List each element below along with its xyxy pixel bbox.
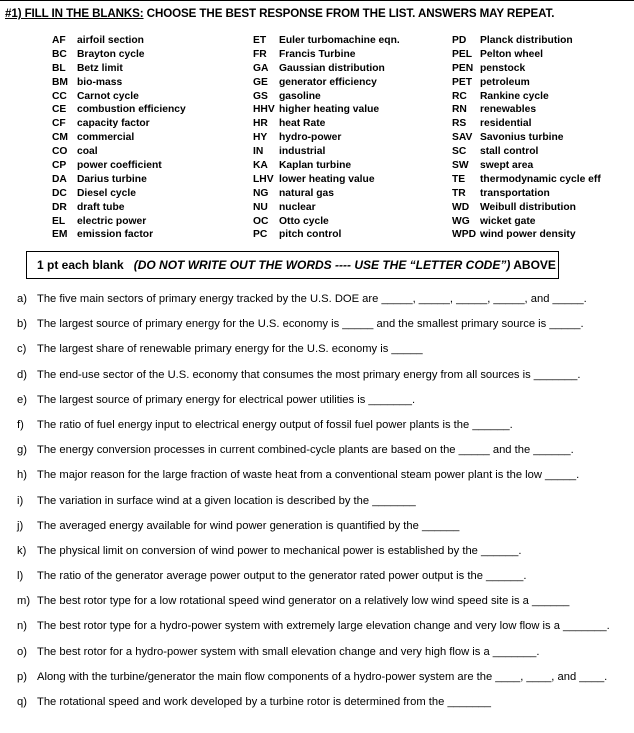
letter-code: PEN	[452, 62, 474, 74]
code-entry	[52, 201, 186, 215]
section-heading	[5, 7, 554, 20]
letter-code: CF	[52, 118, 66, 130]
code-entry	[253, 48, 400, 62]
code-entry	[452, 187, 601, 201]
code-entry	[52, 48, 186, 62]
code-term: Gaussian distribution	[279, 62, 385, 74]
question-letter: p)	[17, 670, 27, 683]
code-entry	[253, 215, 400, 229]
letter-code: SC	[452, 146, 467, 158]
code-entry	[452, 173, 601, 187]
code-entry	[452, 228, 601, 242]
code-term: gasoline	[279, 90, 321, 102]
code-list-column-2	[253, 34, 400, 242]
code-entry	[253, 34, 400, 48]
question-text: The averaged energy available for wind power generation is quantified by the ______	[37, 519, 460, 532]
code-term: industrial	[279, 146, 326, 158]
code-entry	[452, 76, 601, 90]
code-term: generator efficiency	[279, 76, 377, 88]
code-term: higher heating value	[279, 104, 380, 116]
code-term: Rankine cycle	[480, 90, 549, 102]
code-entry	[253, 117, 400, 131]
code-term: Weibull distribution	[480, 201, 576, 213]
code-entry	[452, 48, 601, 62]
code-term: Euler turbomachine eqn.	[279, 35, 400, 46]
question-text: The five main sectors of primary energy tracked by the U.S. DOE are _____, _____, _____, _____, and _____.	[37, 293, 587, 305]
question-letter: j)	[17, 519, 24, 532]
code-entry	[52, 117, 186, 131]
code-term: bio-mass	[77, 76, 123, 88]
question-letter: o)	[17, 645, 27, 658]
question-letter: f)	[17, 418, 24, 431]
code-term: Carnot cycle	[77, 90, 139, 102]
letter-code: GE	[253, 76, 268, 88]
code-term: capacity factor	[77, 118, 150, 130]
code-term: power coefficient	[77, 160, 162, 172]
letter-code: KA	[253, 160, 268, 172]
letter-code: SW	[452, 160, 469, 172]
code-entry	[52, 131, 186, 145]
code-entry	[52, 90, 186, 104]
letter-code: PEL	[452, 48, 473, 60]
letter-code: DA	[52, 173, 67, 185]
question-letter: d)	[17, 368, 27, 381]
letter-code: ET	[253, 35, 267, 46]
code-term: coal	[77, 146, 98, 158]
letter-code: EM	[52, 229, 68, 241]
code-term: commercial	[77, 132, 135, 144]
code-term: renewables	[480, 104, 537, 116]
letter-code-note-text: (DO NOT WRITE OUT THE WORDS ---- USE THE “LETTER CODE”)	[133, 258, 511, 272]
question-text: The best rotor type for a low rotational speed wind generator on a relatively low wind speed site is a ______	[37, 595, 570, 608]
letter-code: DR	[52, 201, 67, 213]
code-term: pitch control	[279, 229, 342, 241]
letter-code: HHV	[253, 104, 275, 116]
letter-code: PD	[452, 35, 467, 46]
code-term: transportation	[480, 187, 550, 199]
code-entry	[253, 228, 400, 242]
code-entry	[253, 131, 400, 145]
code-term: Diesel cycle	[77, 187, 136, 199]
heading-label: #1) FILL IN THE BLANKS:	[5, 7, 144, 20]
question-text: The ratio of the generator average power output to the generator rated power output is the ______.	[37, 570, 527, 583]
code-entry	[253, 62, 400, 76]
code-list-column-3	[452, 34, 601, 242]
letter-code: PET	[452, 76, 473, 88]
letter-code: NU	[253, 201, 268, 213]
letter-code: GA	[253, 62, 269, 74]
code-entry	[253, 76, 400, 90]
letter-code: CC	[52, 90, 67, 102]
code-term: Otto cycle	[279, 215, 329, 227]
letter-code: TR	[452, 187, 466, 199]
question-text: Along with the turbine/generator the main flow components of a hydro-power system are the ____, ____, and ____.	[37, 670, 608, 683]
code-term: residential	[480, 118, 532, 130]
code-list-column-1	[52, 34, 186, 242]
code-entry	[253, 103, 400, 117]
code-term: heat Rate	[279, 118, 326, 130]
code-entry	[52, 76, 186, 90]
letter-code: OC	[253, 215, 269, 227]
question-text: The largest source of primary energy for the U.S. economy is _____ and the smallest primary source is _____.	[37, 318, 584, 331]
letter-code: WD	[452, 201, 470, 213]
letter-code-note	[134, 258, 556, 272]
code-entry	[452, 34, 601, 48]
code-entry	[52, 34, 186, 48]
letter-code: EL	[52, 215, 66, 227]
code-entry	[452, 159, 601, 173]
letter-code: SAV	[452, 132, 473, 144]
code-term: combustion efficiency	[77, 104, 186, 116]
question-letter: q)	[17, 696, 27, 708]
code-entry	[452, 131, 601, 145]
letter-code: DC	[52, 187, 67, 199]
letter-code: FR	[253, 48, 267, 60]
heading-instructions: CHOOSE THE BEST RESPONSE FROM THE LIST. ANSWERS MAY REPEAT.	[143, 7, 555, 20]
code-term: Francis Turbine	[279, 48, 356, 60]
letter-code: CO	[52, 146, 68, 158]
code-term: Betz limit	[77, 62, 123, 74]
question-letter: m)	[17, 595, 31, 608]
question-letter: c)	[17, 343, 27, 356]
code-term: airfoil section	[77, 35, 144, 46]
question-letter: n)	[17, 620, 27, 633]
code-entry	[253, 159, 400, 173]
code-term: petroleum	[480, 76, 530, 88]
question-letter: l)	[17, 570, 24, 583]
letter-code: GS	[253, 90, 268, 102]
code-term: thermodynamic cycle eff	[480, 173, 601, 185]
code-entry	[452, 215, 601, 229]
code-entry	[253, 90, 400, 104]
code-entry	[452, 201, 601, 215]
code-entry	[52, 159, 186, 173]
code-term: emission factor	[77, 229, 154, 241]
question-text: The rotational speed and work developed by a turbine rotor is determined from the _______	[37, 696, 491, 708]
code-term: Planck distribution	[480, 35, 573, 46]
letter-code: RC	[452, 90, 467, 102]
code-entry	[52, 228, 186, 242]
letter-code: AF	[52, 35, 66, 46]
question-text: The largest source of primary energy for electrical power utilities is _______.	[37, 393, 416, 406]
letter-code: HY	[253, 132, 268, 144]
letter-code: CP	[52, 160, 67, 172]
question-text: The ratio of fuel energy input to electrical energy output of fossil fuel power plants is the ______.	[37, 418, 513, 431]
letter-code: CM	[52, 132, 69, 144]
code-term: Darius turbine	[77, 173, 147, 185]
code-term: swept area	[480, 160, 534, 172]
letter-code: WPD	[452, 229, 477, 241]
question-letter: h)	[17, 469, 27, 482]
code-term: lower heating value	[279, 173, 375, 185]
question-letter: a)	[17, 293, 27, 305]
question-letter: e)	[17, 393, 27, 406]
letter-code: RN	[452, 104, 467, 116]
instruction-box	[26, 251, 559, 279]
code-term: wind power density	[480, 229, 576, 241]
letter-code: PC	[253, 229, 268, 241]
points-note: 1 pt each blank	[37, 258, 124, 272]
code-entry	[52, 173, 186, 187]
letter-code: CE	[52, 104, 67, 116]
code-term: Savonius turbine	[480, 132, 564, 144]
letter-code: LHV	[253, 173, 274, 185]
code-entry	[52, 187, 186, 201]
question-text: The largest share of renewable primary energy for the U.S. economy is _____	[37, 343, 423, 356]
top-rule	[0, 0, 634, 1]
code-entry	[452, 117, 601, 131]
letter-code: TE	[452, 173, 466, 185]
letter-code: BC	[52, 48, 67, 60]
question-text: The best rotor type for a hydro-power system with extremely large elevation change and very low flow is a _______.	[37, 620, 610, 633]
code-entry	[253, 201, 400, 215]
above-note: ABOVE	[510, 258, 556, 272]
code-term: hydro-power	[279, 132, 342, 144]
code-term: nuclear	[279, 201, 316, 213]
code-entry	[452, 145, 601, 159]
code-entry	[52, 62, 186, 76]
question-text: The energy conversion processes in current combined-cycle plants are based on the _____ and the ______.	[37, 444, 574, 457]
code-term: penstock	[480, 62, 526, 74]
code-term: Kaplan turbine	[279, 160, 352, 172]
code-entry	[253, 187, 400, 201]
question-text: The major reason for the large fraction of waste heat from a conventional steam power plant is the low _____.	[37, 469, 580, 482]
question-text: The variation in surface wind at a given location is described by the _______	[37, 494, 416, 507]
letter-code: BM	[52, 76, 69, 88]
question-text: The physical limit on conversion of wind power to mechanical power is established by the ______.	[37, 544, 522, 557]
letter-code: IN	[253, 146, 264, 158]
letter-code: WG	[452, 215, 470, 227]
code-term: Brayton cycle	[77, 48, 145, 60]
question-letter: i)	[17, 494, 24, 507]
code-entry	[52, 215, 186, 229]
letter-code: NG	[253, 187, 269, 199]
code-entry	[52, 145, 186, 159]
code-term: Pelton wheel	[480, 48, 543, 60]
code-term: natural gas	[279, 187, 334, 199]
question-text: The end-use sector of the U.S. economy that consumes the most primary energy from all sources is _______.	[37, 368, 581, 381]
question-text: The best rotor for a hydro-power system with small elevation change and very high flow is a _______.	[37, 645, 540, 658]
code-term: stall control	[480, 146, 539, 158]
question-letter: k)	[17, 544, 27, 557]
code-entry	[253, 173, 400, 187]
code-entry	[452, 62, 601, 76]
code-term: draft tube	[77, 201, 125, 213]
code-term: wicket gate	[480, 215, 536, 227]
code-entry	[253, 145, 400, 159]
code-entry	[452, 90, 601, 104]
question-letter: g)	[17, 444, 27, 457]
code-entry	[52, 103, 186, 117]
code-term: electric power	[77, 215, 147, 227]
question-letter: b)	[17, 318, 27, 331]
letter-code: BL	[52, 62, 66, 74]
letter-code: HR	[253, 118, 268, 130]
letter-code: RS	[452, 118, 467, 130]
code-entry	[452, 103, 601, 117]
